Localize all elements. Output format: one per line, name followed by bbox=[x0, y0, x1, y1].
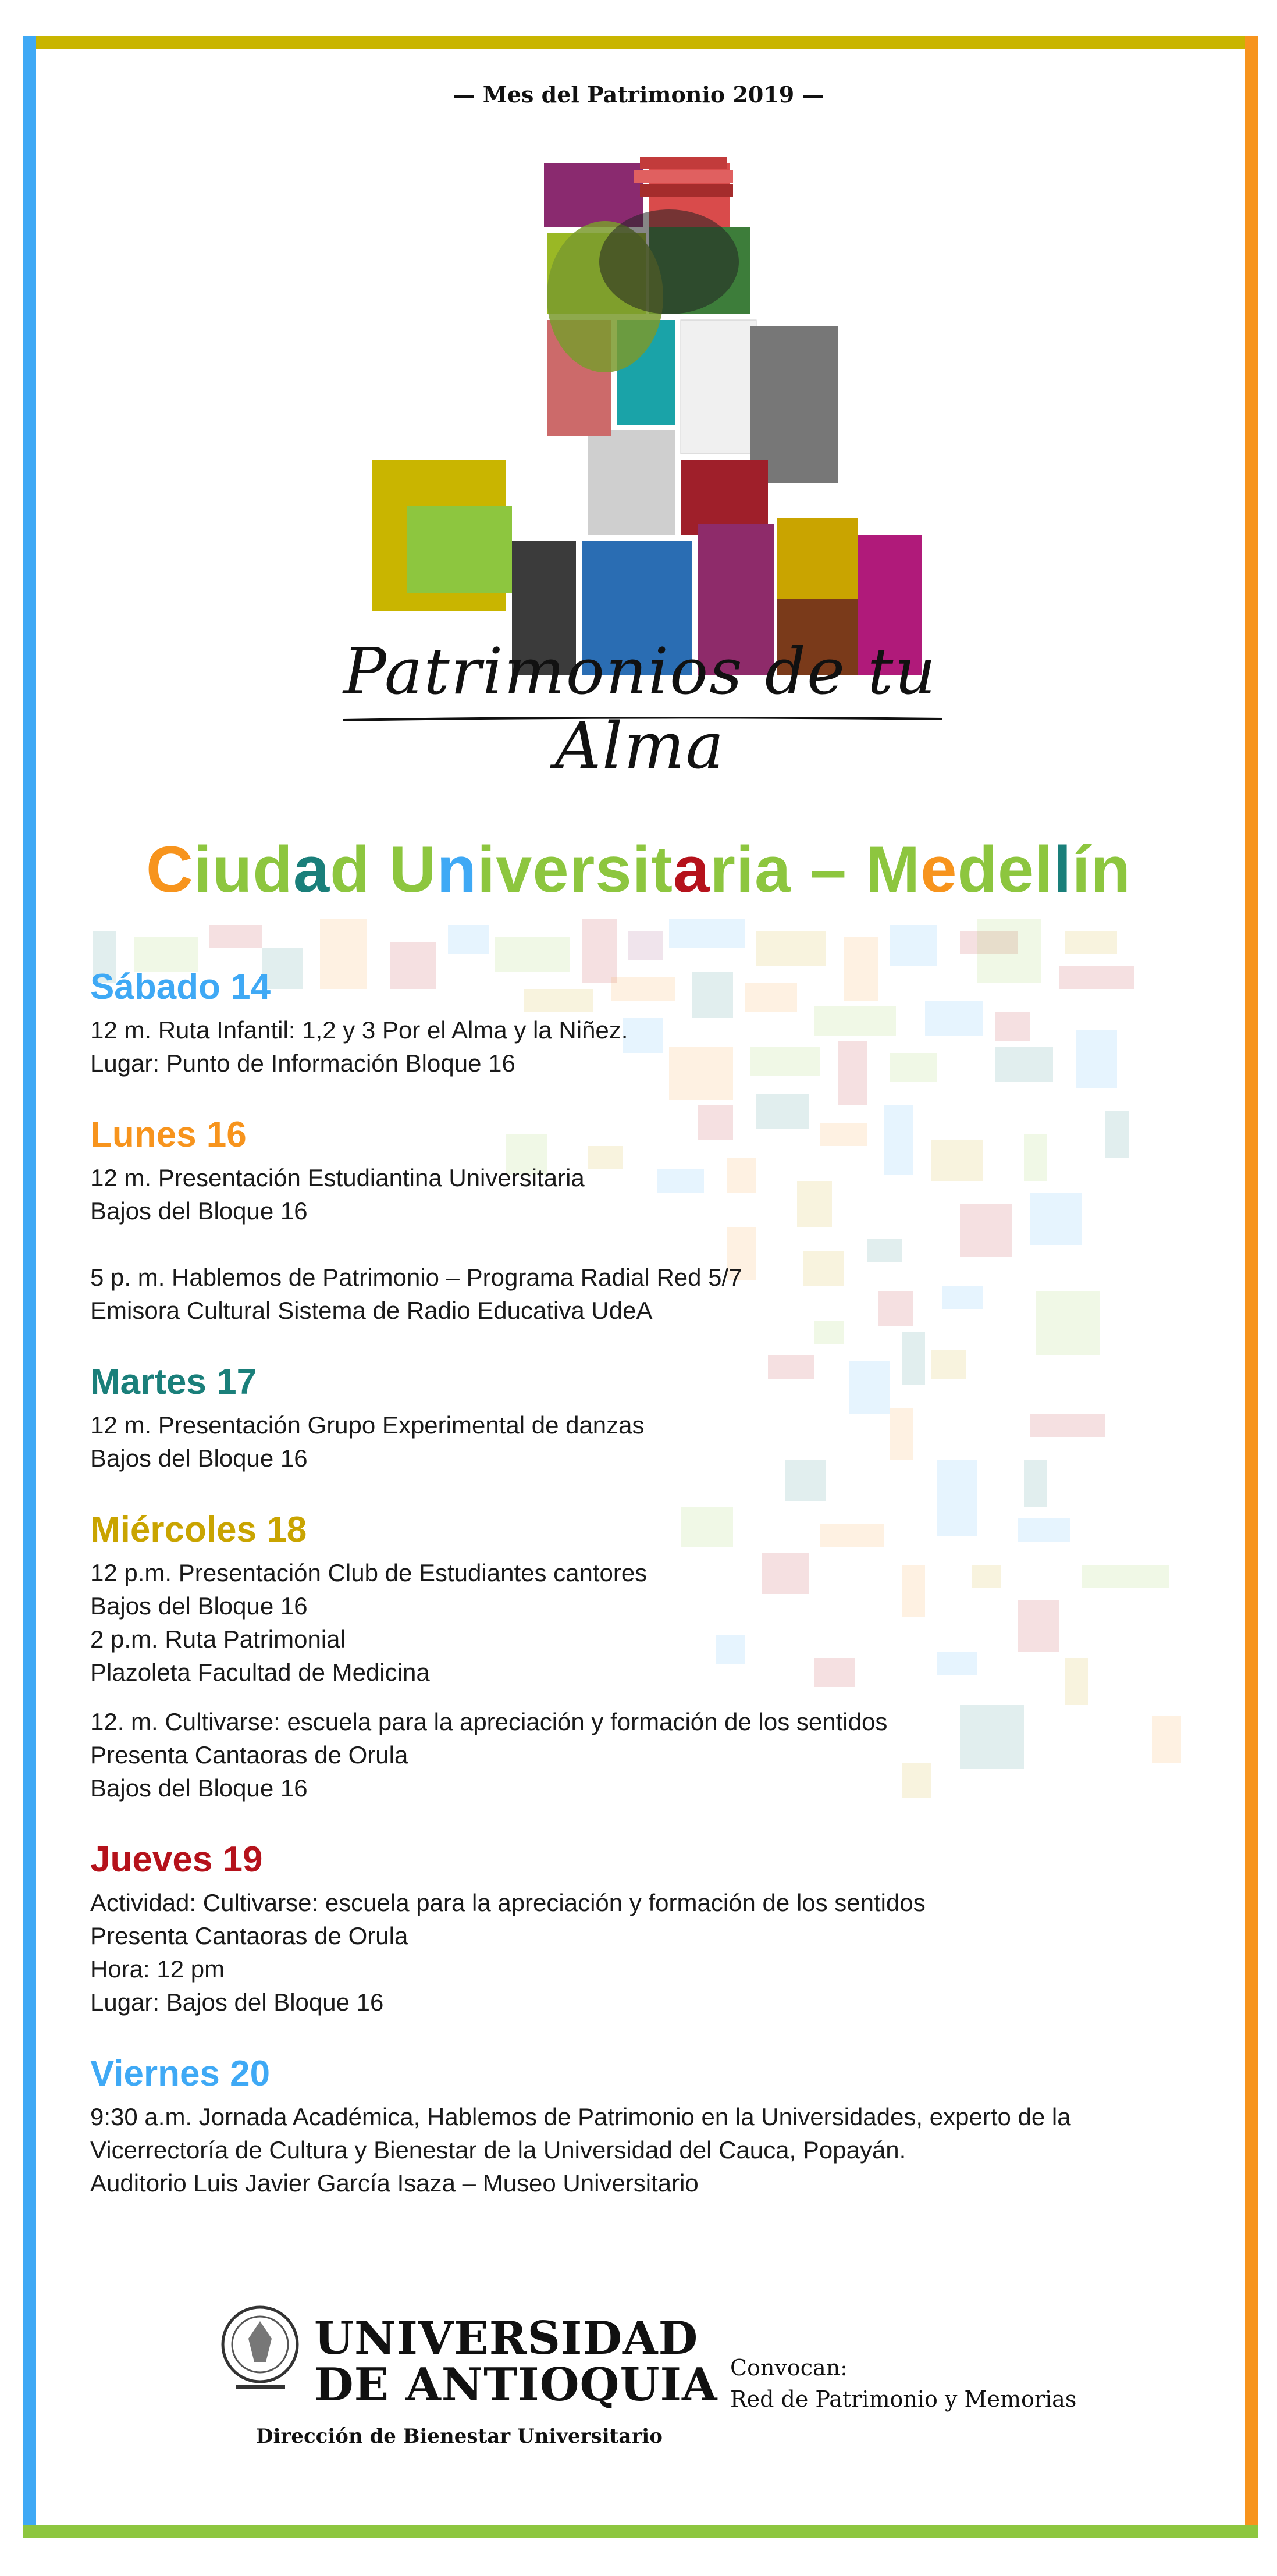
city-title-letter: a bbox=[755, 833, 792, 906]
city-title-letter bbox=[791, 833, 810, 906]
day-heading: Viernes 20 bbox=[90, 2054, 271, 2094]
city-title-letter: r bbox=[710, 833, 736, 906]
city-title-letter: i bbox=[632, 833, 651, 906]
frame-top-border bbox=[23, 36, 1258, 49]
book bbox=[634, 170, 733, 183]
day-block bbox=[90, 1113, 1207, 1327]
mosaic-tile bbox=[628, 931, 663, 960]
frame-left-border bbox=[23, 36, 36, 2538]
event-line: Hora: 12 pm bbox=[90, 1955, 225, 1983]
event-line: Bajos del Bloque 16 bbox=[90, 1197, 308, 1225]
city-title bbox=[0, 832, 1277, 907]
collage-illustration bbox=[343, 157, 942, 681]
event-line: Plazoleta Facultad de Medicina bbox=[90, 1659, 430, 1686]
event-line: 12 m. Ruta Infantil: 1,2 y 3 Por el Alma y la Niñez. bbox=[90, 1016, 628, 1044]
collage-tile bbox=[407, 506, 512, 593]
collage-tile bbox=[750, 326, 838, 483]
event-line: 2 p.m. Ruta Patrimonial bbox=[90, 1625, 346, 1653]
event-line: Presenta Cantaoras de Orula bbox=[90, 1922, 408, 1949]
event-line: Auditorio Luis Javier García Isaza – Museo Universitario bbox=[90, 2169, 699, 2197]
city-title-letter bbox=[847, 833, 866, 906]
convocan-organization: Red de Patrimonio y Memorias bbox=[730, 2386, 1077, 2412]
event-line: Lugar: Bajos del Bloque 16 bbox=[90, 1988, 384, 2016]
city-title-letter: a bbox=[293, 833, 330, 906]
city-title-letter: n bbox=[1090, 833, 1131, 906]
collage-tile bbox=[681, 320, 756, 454]
mosaic-tile bbox=[209, 925, 262, 948]
city-title-letter: e bbox=[997, 833, 1035, 906]
city-title-letter: t bbox=[650, 833, 674, 906]
event-line: 12 p.m. Presentación Club de Estudiantes cantores bbox=[90, 1559, 648, 1586]
day-heading: Lunes 16 bbox=[90, 1115, 247, 1155]
city-title-letter: e bbox=[532, 833, 570, 906]
mosaic-tile bbox=[890, 925, 937, 966]
city-title-letter: d bbox=[330, 833, 371, 906]
event-line: Presenta Cantaoras de Orula bbox=[90, 1741, 408, 1769]
script-underline bbox=[343, 717, 942, 721]
city-title-letter: s bbox=[595, 833, 632, 906]
city-title-letter bbox=[371, 833, 389, 906]
city-title-letter: i bbox=[477, 833, 496, 906]
city-title-letter: d bbox=[252, 833, 293, 906]
frame-right-border bbox=[1245, 36, 1258, 2538]
university-name-line2: DE ANTIOQUIA bbox=[314, 2358, 718, 2411]
day-block bbox=[90, 1508, 1207, 1805]
mosaic-tile bbox=[448, 925, 489, 954]
direction-label: Dirección de Bienestar Universitario bbox=[256, 2425, 663, 2448]
day-heading: Sábado 14 bbox=[90, 967, 271, 1007]
university-seal-icon bbox=[218, 2298, 303, 2403]
event-line: Bajos del Bloque 16 bbox=[90, 1592, 308, 1620]
city-title-letter: i bbox=[735, 833, 755, 906]
frame-bottom-border bbox=[23, 2525, 1258, 2538]
hair-shape bbox=[599, 209, 739, 314]
city-title-letter: i bbox=[193, 833, 212, 906]
event-line: Lugar: Punto de Información Bloque 16 bbox=[90, 1049, 515, 1077]
mosaic-tile bbox=[669, 919, 745, 948]
mosaic-tile bbox=[756, 931, 826, 966]
city-title-letter: a bbox=[673, 833, 710, 906]
day-heading: Martes 17 bbox=[90, 1362, 257, 1402]
city-title-letter: C bbox=[145, 833, 194, 906]
city-title-letter: u bbox=[212, 833, 253, 906]
event-line: Vicerrectoría de Cultura y Bienestar de la Universidad del Cauca, Popayán. bbox=[90, 2136, 906, 2164]
event-title: — Mes del Patrimonio 2019 — bbox=[453, 81, 824, 108]
event-line: 5 p. m. Hablemos de Patrimonio – Programa Radial Red 5/7 bbox=[90, 1264, 742, 1291]
university-name-line1: UNIVERSIDAD bbox=[314, 2312, 699, 2365]
collage-tile bbox=[588, 430, 675, 535]
event-line: Bajos del Bloque 16 bbox=[90, 1774, 308, 1802]
convocan-label: Convocan: bbox=[730, 2355, 848, 2381]
event-line: Actividad: Cultivarse: escuela para la apreciación y formación de los sentidos bbox=[90, 1889, 926, 1916]
city-title-letter: e bbox=[920, 833, 958, 906]
city-title-letter: l bbox=[1034, 833, 1054, 906]
event-line: 9:30 a.m. Jornada Académica, Hablemos de Patrimonio en la Universidades, experto de la bbox=[90, 2103, 1071, 2130]
day-block bbox=[90, 2052, 1207, 2200]
day-heading: Jueves 19 bbox=[90, 1840, 263, 1880]
events-list bbox=[90, 966, 1207, 2233]
city-title-letter: v bbox=[496, 833, 533, 906]
event-line: 12. m. Cultivarse: escuela para la apreciación y formación de los sentidos bbox=[90, 1708, 888, 1735]
city-title-letter: – bbox=[810, 833, 847, 906]
event-line: 12 m. Presentación Grupo Experimental de danzas bbox=[90, 1411, 645, 1439]
collage-tile bbox=[777, 518, 858, 599]
event-line: 12 m. Presentación Estudiantina Universitaria bbox=[90, 1164, 585, 1191]
city-title-letter: d bbox=[957, 833, 998, 906]
city-title-letter: M bbox=[865, 833, 921, 906]
city-title-letter: n bbox=[436, 833, 477, 906]
book bbox=[640, 157, 727, 169]
book bbox=[640, 184, 733, 197]
city-title-letter: U bbox=[389, 833, 437, 906]
city-title-letter: r bbox=[569, 833, 596, 906]
spacer bbox=[90, 1689, 1207, 1705]
day-block bbox=[90, 1361, 1207, 1475]
spacer bbox=[90, 1227, 1207, 1261]
city-title-letter: l bbox=[1053, 833, 1072, 906]
city-title-letter: í bbox=[1072, 833, 1091, 906]
event-line: Emisora Cultural Sistema de Radio Educativa UdeA bbox=[90, 1297, 653, 1324]
day-heading: Miércoles 18 bbox=[90, 1510, 307, 1550]
event-line: Bajos del Bloque 16 bbox=[90, 1444, 308, 1472]
collage-tile bbox=[544, 163, 643, 227]
mosaic-tile bbox=[1065, 931, 1117, 954]
day-block bbox=[90, 1838, 1207, 2019]
script-title: Patrimonios de tu Alma bbox=[343, 634, 937, 783]
day-block bbox=[90, 966, 1207, 1080]
